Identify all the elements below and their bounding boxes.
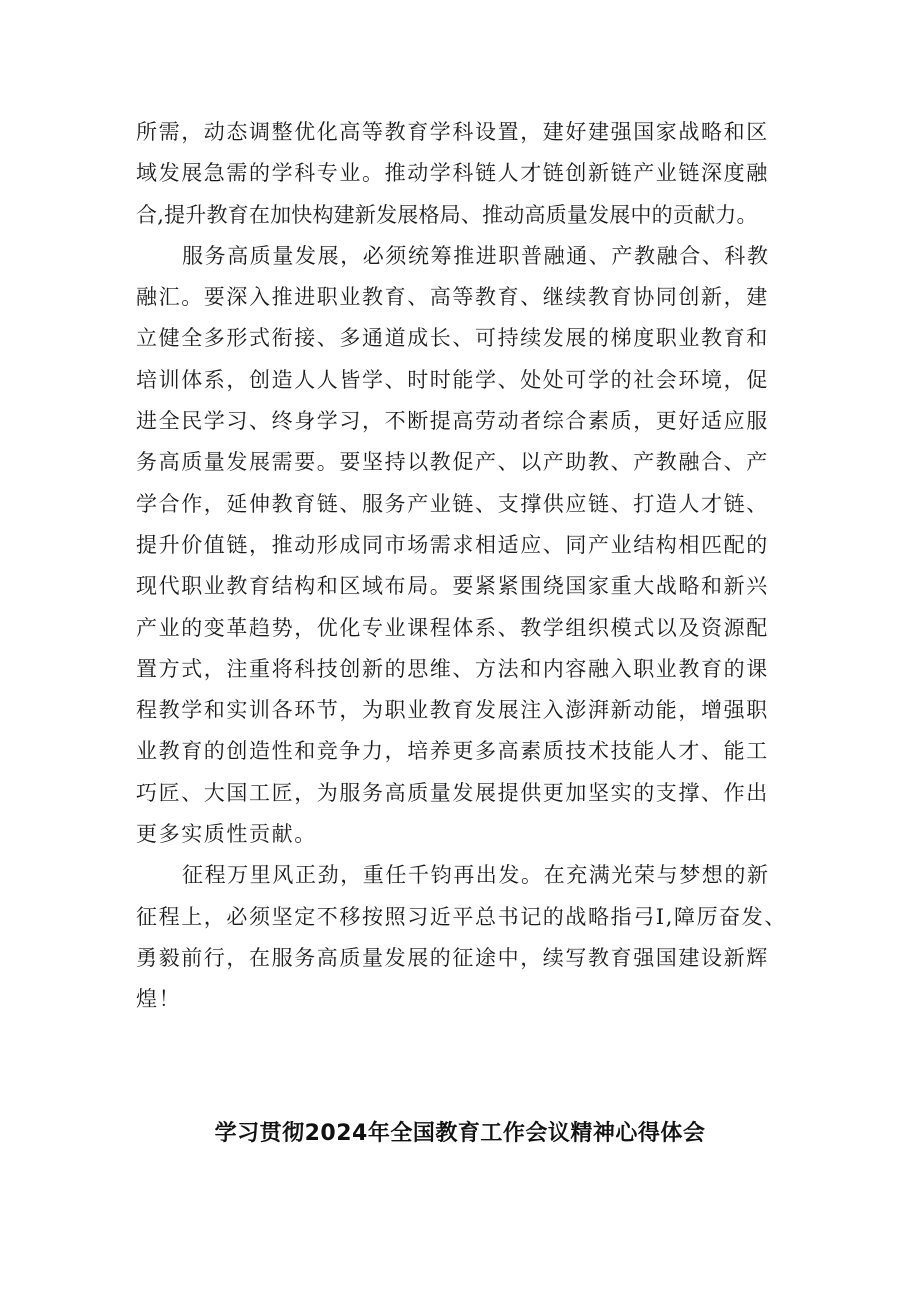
paragraph-line: 产业的变革趋势，优化专业课程体系、教学组织模式以及资源配 (136, 615, 769, 640)
paragraph-line: 巧匠、大国工匠，为服务高质量发展提供更加坚实的支撑、作出 (136, 780, 769, 805)
paragraph-line: 征程万里风正劲，重任千钧再出发。在充满光荣与梦想的新 (182, 863, 770, 888)
paragraph-line: 域发展急需的学科专业。推动学科链人才链创新链产业链深度融 (136, 161, 769, 186)
paragraph-line: 程教学和实训各环节，为职业教育发展注入澎湃新动能，增强职 (136, 698, 769, 723)
paragraph-line: 业教育的创造性和竞争力，培养更多高素质技术技能人才、能工 (136, 739, 769, 764)
paragraph-line: 进全民学习、终身学习，不断提高劳动者综合素质，更好适应服 (136, 409, 769, 434)
paragraph-line: 提升价值链，推动形成同市场需求相适应、同产业结构相匹配的 (136, 532, 769, 557)
body-text (136, 112, 816, 1021)
paragraph-line: 培训体系，创造人人皆学、时时能学、处处可学的社会环境，促 (136, 367, 769, 392)
paragraph-line: 征程上，必须坚定不移按照习近平总书记的战略指弓I,障厉奋发、 (136, 904, 787, 929)
paragraph-line: 置方式，注重将科技创新的思维、方法和内容融入职业教育的课 (136, 656, 769, 681)
paragraph-line: 所需，动态调整优化高等教育学科设置，建好建强国家战略和区 (136, 120, 769, 144)
paragraph-line: 融汇。要深入推进职业教育、高等教育、继续教育协同创新，建 (136, 285, 769, 310)
paragraph-line: 学合作，延伸教育链、服务产业链、支撑供应链、打造人才链、 (136, 491, 769, 516)
paragraph-line: 合,提升教育在加快构建新发展格局、推动高质量发展中的贡献力。 (136, 202, 758, 227)
paragraph-line: 服务高质量发展，必须统筹推进职普融通、产教融合、科教 (182, 243, 770, 268)
paragraph-line: 煌！ (136, 987, 182, 1012)
paragraph-line: 更多实质性贡献。 (136, 822, 317, 847)
paragraph-line: 勇毅前行，在服务高质量发展的征途中，续写教育强国建设新辉 (136, 945, 769, 970)
paragraph-line: 现代职业教育结构和区域布局。要紧紧围绕国家重大战略和新兴 (136, 574, 769, 599)
paragraph-line: 立健全多形式衔接、多通道成长、可持续发展的梯度职业教育和 (136, 326, 769, 351)
paragraph-line: 务高质量发展需要。要坚持以教促产、以产助教、产教融合、产 (136, 450, 769, 475)
next-article-title: 学习贯彻2024年全国教育工作会议精神心得体会 (214, 1121, 706, 1146)
